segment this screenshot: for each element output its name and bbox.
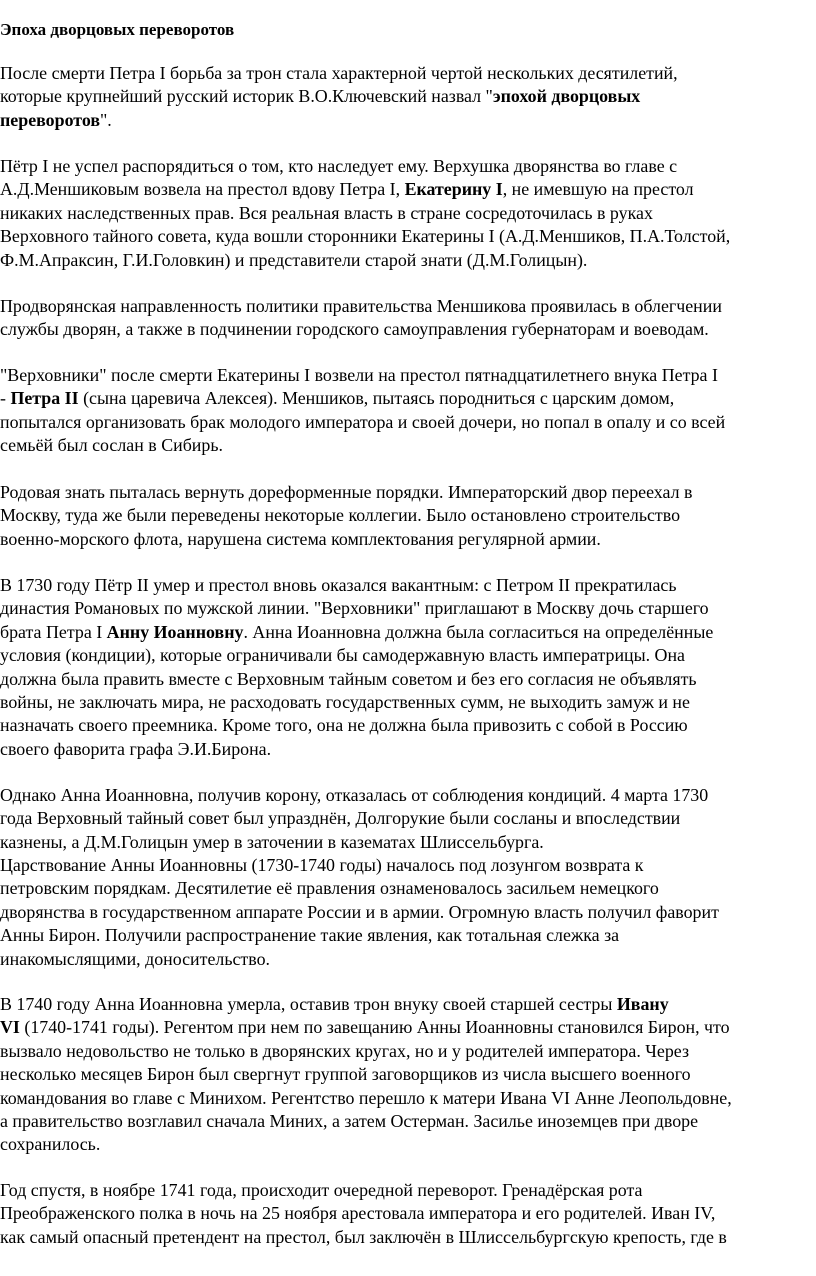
text-line: [0, 1040, 816, 1063]
text-line: [0, 854, 816, 877]
text-line: [0, 178, 816, 201]
paragraph: [0, 155, 816, 272]
paragraph: [0, 784, 816, 854]
text-run: условия (кондиции), которые ограничивали бы самодержавную власть императрицы. Она: [0, 645, 685, 666]
bold-term: Анну Иоанновну: [106, 621, 244, 642]
text-line: [0, 249, 816, 272]
text-run: После смерти Петра I борьба за трон стала характерной чертой нескольких десятилетий,: [0, 63, 678, 83]
text-line: [0, 155, 816, 178]
text-run: попытался организовать брак молодого императора и своей дочери, но попал в опалу и со всей: [0, 411, 726, 432]
text-run: . Анна Иоанновна должна была согласиться на определённые: [243, 621, 714, 642]
bold-term: переворотов: [0, 109, 100, 130]
text-line: [0, 924, 816, 947]
text-run: года Верховный тайный совет был упразднён, Долгорукие были сосланы и впоследствии: [0, 808, 681, 829]
text-run: (1740-1741 годы). Регентом при нем по завещанию Анны Иоанновны становился Бирон, что: [19, 1017, 730, 1038]
bold-term: Ивану: [616, 994, 669, 1014]
document-title: Эпоха дворцовых переворотов: [0, 20, 235, 39]
text-run: которые крупнейший русский историк В.О.Ключевский назвал ": [0, 86, 493, 107]
bold-term: Петра II: [10, 388, 79, 409]
text-line: [0, 481, 816, 504]
paragraph: [0, 481, 816, 551]
text-run: инакомыслящими, доносительство.: [0, 948, 270, 969]
text-line: [0, 225, 816, 248]
text-line: [0, 1202, 816, 1225]
text-run: В 1730 году Пётр II умер и престол вновь оказался вакантным: с Петром II прекратилась: [0, 575, 677, 595]
text-line: [0, 691, 816, 714]
text-run: службы дворян, а также в подчинении городского самоуправления губернаторам и воеводам.: [0, 319, 709, 340]
text-run: В 1740 году Анна Иоанновна умерла, оставив трон внуку своей старшей сестры: [0, 994, 617, 1014]
text-line: [0, 714, 816, 737]
text-line: [0, 109, 816, 132]
text-line: [0, 387, 816, 410]
text-line: [0, 411, 816, 434]
text-run: командования во главе с Минихом. Регентство перешло к матери Ивана VI Анне Леопольдовне,: [0, 1087, 732, 1108]
text-line: [0, 202, 816, 225]
text-line: [0, 1226, 816, 1249]
text-run: Царствование Анны Иоанновны (1730-1740 годы) началось под лозунгом возврата к: [0, 855, 644, 875]
bold-term: эпохой дворцовых: [492, 86, 641, 107]
text-run: Год спустя, в ноябре 1741 года, происходит очередной переворот. Гренадёрская рота: [0, 1180, 643, 1200]
text-run: , не имевшую на престол: [502, 179, 694, 200]
text-line: [0, 1016, 816, 1039]
paragraph: [0, 574, 816, 761]
text-line: [0, 621, 816, 644]
text-run: своего фаворита графа Э.И.Бирона.: [0, 738, 272, 759]
text-line: [0, 1087, 816, 1110]
text-run: династия Романовых по мужской линии. "Верховники" приглашают в Москву дочь старшего: [0, 598, 709, 619]
text-run: как самый опасный претендент на престол, был заключён в Шлиссельбургскую крепость, где в: [0, 1226, 727, 1247]
text-run: А.Д.Меншиковым возвела на престол вдову Петра I,: [0, 179, 405, 200]
text-line: [0, 85, 816, 108]
text-run: Москву, туда же были переведены некоторые коллегии. Было остановлено строительство: [0, 505, 681, 526]
text-run: Анны Бирон. Получили распространение такие явления, как тотальная слежка за: [0, 925, 620, 946]
text-line: [0, 364, 816, 387]
text-run: Продворянская направленность политики правительства Меншикова проявилась в облегчении: [0, 296, 722, 316]
text-line: [0, 1133, 816, 1156]
text-line: [0, 295, 816, 318]
text-line: [0, 831, 816, 854]
text-run: семьёй был сослан в Сибирь.: [0, 435, 223, 456]
text-line: [0, 948, 816, 971]
paragraph: [0, 62, 816, 132]
text-run: вызвало недовольство не только в дворянских кругах, но и у родителей императора. Через: [0, 1040, 690, 1061]
text-run: дворянства в государственном аппарате России и в армии. Огромную власть получил фаворит: [0, 901, 719, 922]
text-run: петровским порядкам. Десятилетие её правления ознаменовалось засильем немецкого: [0, 878, 659, 899]
text-run: а правительство возглавил сначала Миних, а затем Остерман. Засилье иноземцев при дворе: [0, 1110, 699, 1131]
text-run: несколько месяцев Бирон был свергнут группой заговорщиков из числа высшего военного: [0, 1064, 691, 1085]
text-run: Однако Анна Иоанновна, получив корону, отказалась от соблюдения кондиций. 4 марта 1730: [0, 785, 709, 805]
text-line: [0, 877, 816, 900]
text-line: [0, 597, 816, 620]
text-run: никаких наследственных прав. Вся реальная власть в стране сосредоточилась в руках: [0, 202, 653, 223]
paragraph: [0, 364, 816, 458]
text-line: [0, 528, 816, 551]
text-line: [0, 62, 816, 85]
bold-term: VI: [0, 1017, 20, 1038]
text-run: должна была править вместе с Верховным тайным советом и без его согласия не объявлять: [0, 668, 697, 689]
text-line: [0, 574, 816, 597]
text-line: [0, 1063, 816, 1086]
text-line: [0, 434, 816, 457]
text-run: казнены, а Д.М.Голицын умер в заточении в казематах Шлиссельбурга.: [0, 831, 544, 852]
text-run: сохранилось.: [0, 1134, 101, 1155]
text-run: (сына царевича Алексея). Меншиков, пытаясь породниться с царским домом,: [78, 388, 675, 409]
text-run: брата Петра I: [0, 621, 107, 642]
text-run: Ф.М.Апраксин, Г.И.Головкин) и представители старой знати (Д.М.Голицын).: [0, 249, 588, 270]
text-run: ".: [100, 109, 112, 130]
paragraph: [0, 993, 816, 1157]
text-run: назначать своего преемника. Кроме того, она не должна была привозить с собой в Россию: [0, 715, 688, 736]
text-line: [0, 993, 816, 1016]
text-run: "Верховники" после смерти Екатерины I возвели на престол пятнадцатилетнего внука Петра I: [0, 365, 718, 385]
text-run: военно-морского флота, нарушена система комплектования регулярной армии.: [0, 528, 601, 549]
text-run: Пётр I не успел распорядиться о том, кто наследует ему. Верхушка дворянства во главе с: [0, 156, 678, 176]
text-line: [0, 738, 816, 761]
text-line: [0, 668, 816, 691]
bold-term: Екатерину I: [404, 179, 503, 200]
paragraph: [0, 1179, 816, 1249]
text-line: [0, 784, 816, 807]
paragraph: [0, 854, 816, 971]
text-run: Преображенского полка в ночь на 25 ноября арестовала императора и его родителей. Иван IV,: [0, 1203, 716, 1224]
text-line: [0, 504, 816, 527]
text-line: [0, 318, 816, 341]
text-line: [0, 807, 816, 830]
paragraph: [0, 295, 816, 342]
text-line: [0, 1179, 816, 1202]
text-run: войны, не заключать мира, не расходовать государственных сумм, не выходить замуж и не: [0, 691, 690, 712]
text-line: [0, 1110, 816, 1133]
text-run: Родовая знать пыталась вернуть дореформенные порядки. Императорский двор переехал в: [0, 482, 693, 502]
text-run: Верховного тайного совета, куда вошли сторонники Екатерины I (А.Д.Меншиков, П.А.Толстой,: [0, 226, 731, 247]
text-line: [0, 644, 816, 667]
text-line: [0, 901, 816, 924]
text-run: -: [0, 388, 11, 409]
